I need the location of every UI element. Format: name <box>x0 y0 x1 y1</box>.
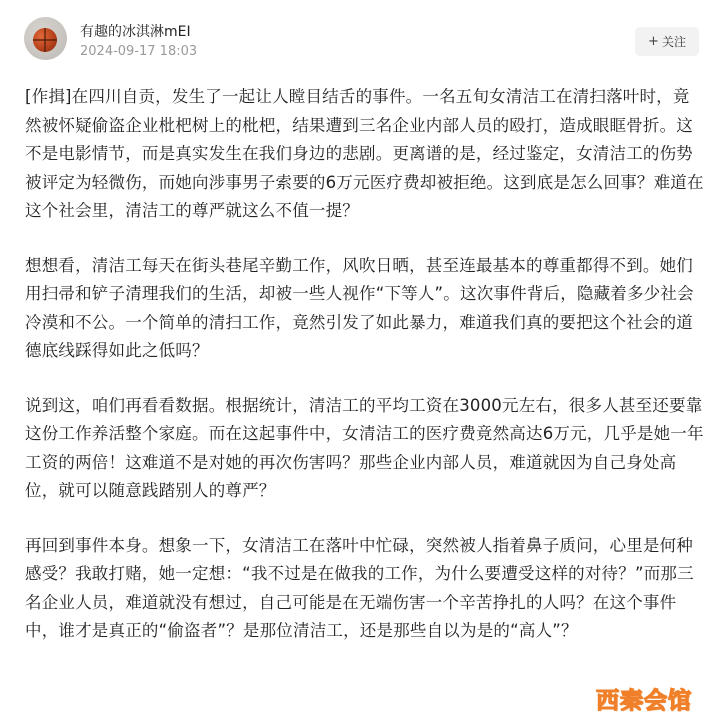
watermark-logo <box>596 682 721 714</box>
post-timestamp: 2024-09-17 18:03 <box>80 44 198 59</box>
post-paragraph: 想想看，清洁工每天在街头巷尾辛勤工作，风吹日晒，甚至连最基本的尊重都得不到。她们用扫帚和铲子清理我们的生活，却被一些人视作“下等人”。这次事件背后，隐藏着多少社会冷漠和不公。一个简单的清扫工作，竟然引发了如此暴力，难道我们真的要把这个社会的道德底线踩得如此之低吗？ <box>25 255 694 360</box>
post-header <box>0 0 727 80</box>
post-paragraph: [作揖]在四川自贡，发生了一起让人瞠目结舌的事件。一名五旬女清洁工在清扫落叶时，竟然被怀疑偷盗企业枇杷树上的枇杷，结果遭到三名企业内部人员的殴打，造成眼眶骨折。这不是电影情节，而是真实发生在我们身边的悲剧。更离谱的是，经过鉴定，女清洁工的伤势被评定为轻微伤，而她向涉事男子索要的6万元医疗费却被拒绝。这到底是怎么回事？难道在这个社会里，清洁工的尊严就这么不值一提？ <box>25 87 704 220</box>
post-paragraph: 说到这，咱们再看看数据。根据统计，清洁工的平均工资在3000元左右，很多人甚至还要靠这份工作养活整个家庭。而在这起事件中，女清洁工的医疗费竟然高达6万元，几乎是她一年工资的两倍！这难道不是对她的再次伤害吗？那些企业内部人员，难道就因为自己身处高位，就可以随意践踏别人的尊严？ <box>25 395 704 500</box>
plus-icon: + <box>648 34 659 49</box>
follow-button[interactable] <box>635 27 699 56</box>
post-body <box>25 83 705 672</box>
author-avatar[interactable] <box>24 17 67 60</box>
avatar-seam <box>33 39 57 41</box>
author-name[interactable]: 有趣的冰淇淋mEI <box>80 24 191 40</box>
watermark-text: 西秦会馆 <box>596 688 692 714</box>
post-paragraph: 再回到事件本身。想象一下，女清洁工在落叶中忙碌，突然被人指着鼻子质问，心里是何种感受？我敢打赌，她一定想：“我不过是在做我的工作，为什么要遭受这样的对待？”而那三名企业人员，难道就没有想过，自己可能是在无端伤害一个辛苦挣扎的人吗？在这个事件中，谁才是真正的“偷盗者”？是那位清洁工，还是那些自以为是的“高人”？ <box>25 535 694 640</box>
follow-label: 关注 <box>661 35 686 49</box>
